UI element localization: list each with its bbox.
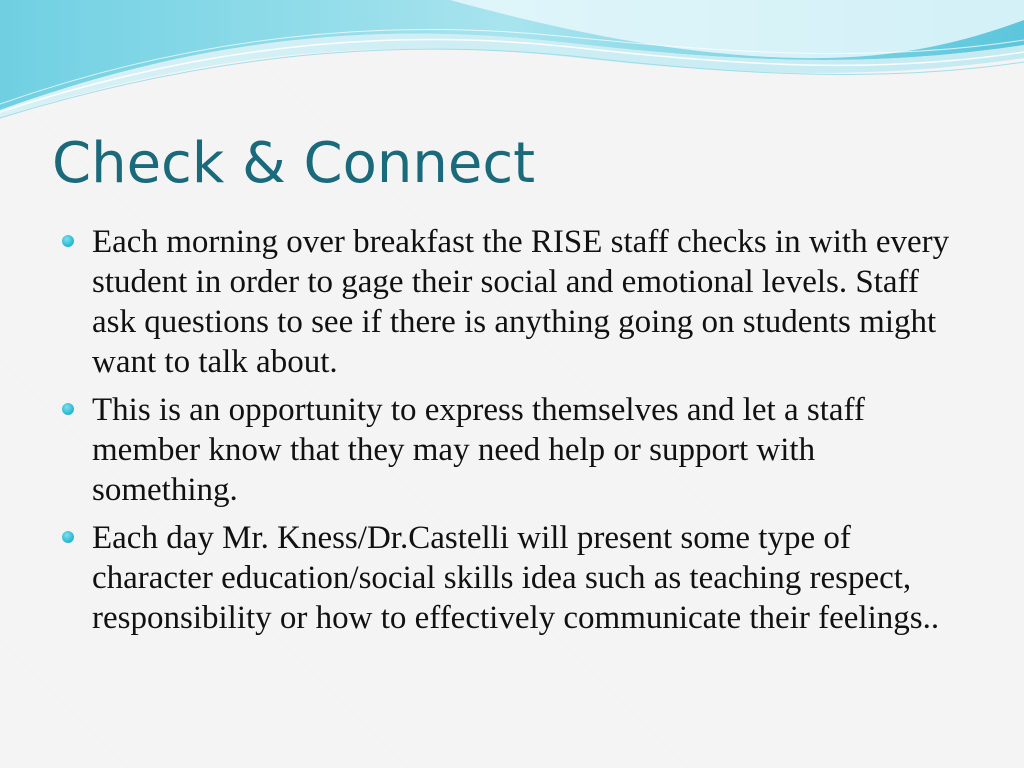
bullet-text: Each morning over breakfast the RISE staff checks in with every student in order to gage their social and emotional levels. Staff ask questions to see if there is anything going on students might want to talk about. [92, 224, 950, 380]
bullet-list [58, 222, 958, 646]
bullet-dot-icon [62, 235, 74, 247]
header-wave-decoration [0, 0, 1024, 130]
bullet-item [58, 390, 958, 510]
bullet-text: Each day Mr. Kness/Dr.Castelli will present some type of character education/social skills idea such as teaching respect, responsibility or how to effectively communicate their feelings.. [92, 520, 940, 636]
bullet-dot-icon [62, 403, 74, 415]
bullet-item [58, 518, 958, 638]
bullet-text: This is an opportunity to express themselves and let a staff member know that they may need help or support with something. [92, 392, 865, 508]
bullet-item [58, 222, 958, 382]
slide-title: Check & Connect [52, 131, 536, 196]
bullet-dot-icon [62, 531, 74, 543]
